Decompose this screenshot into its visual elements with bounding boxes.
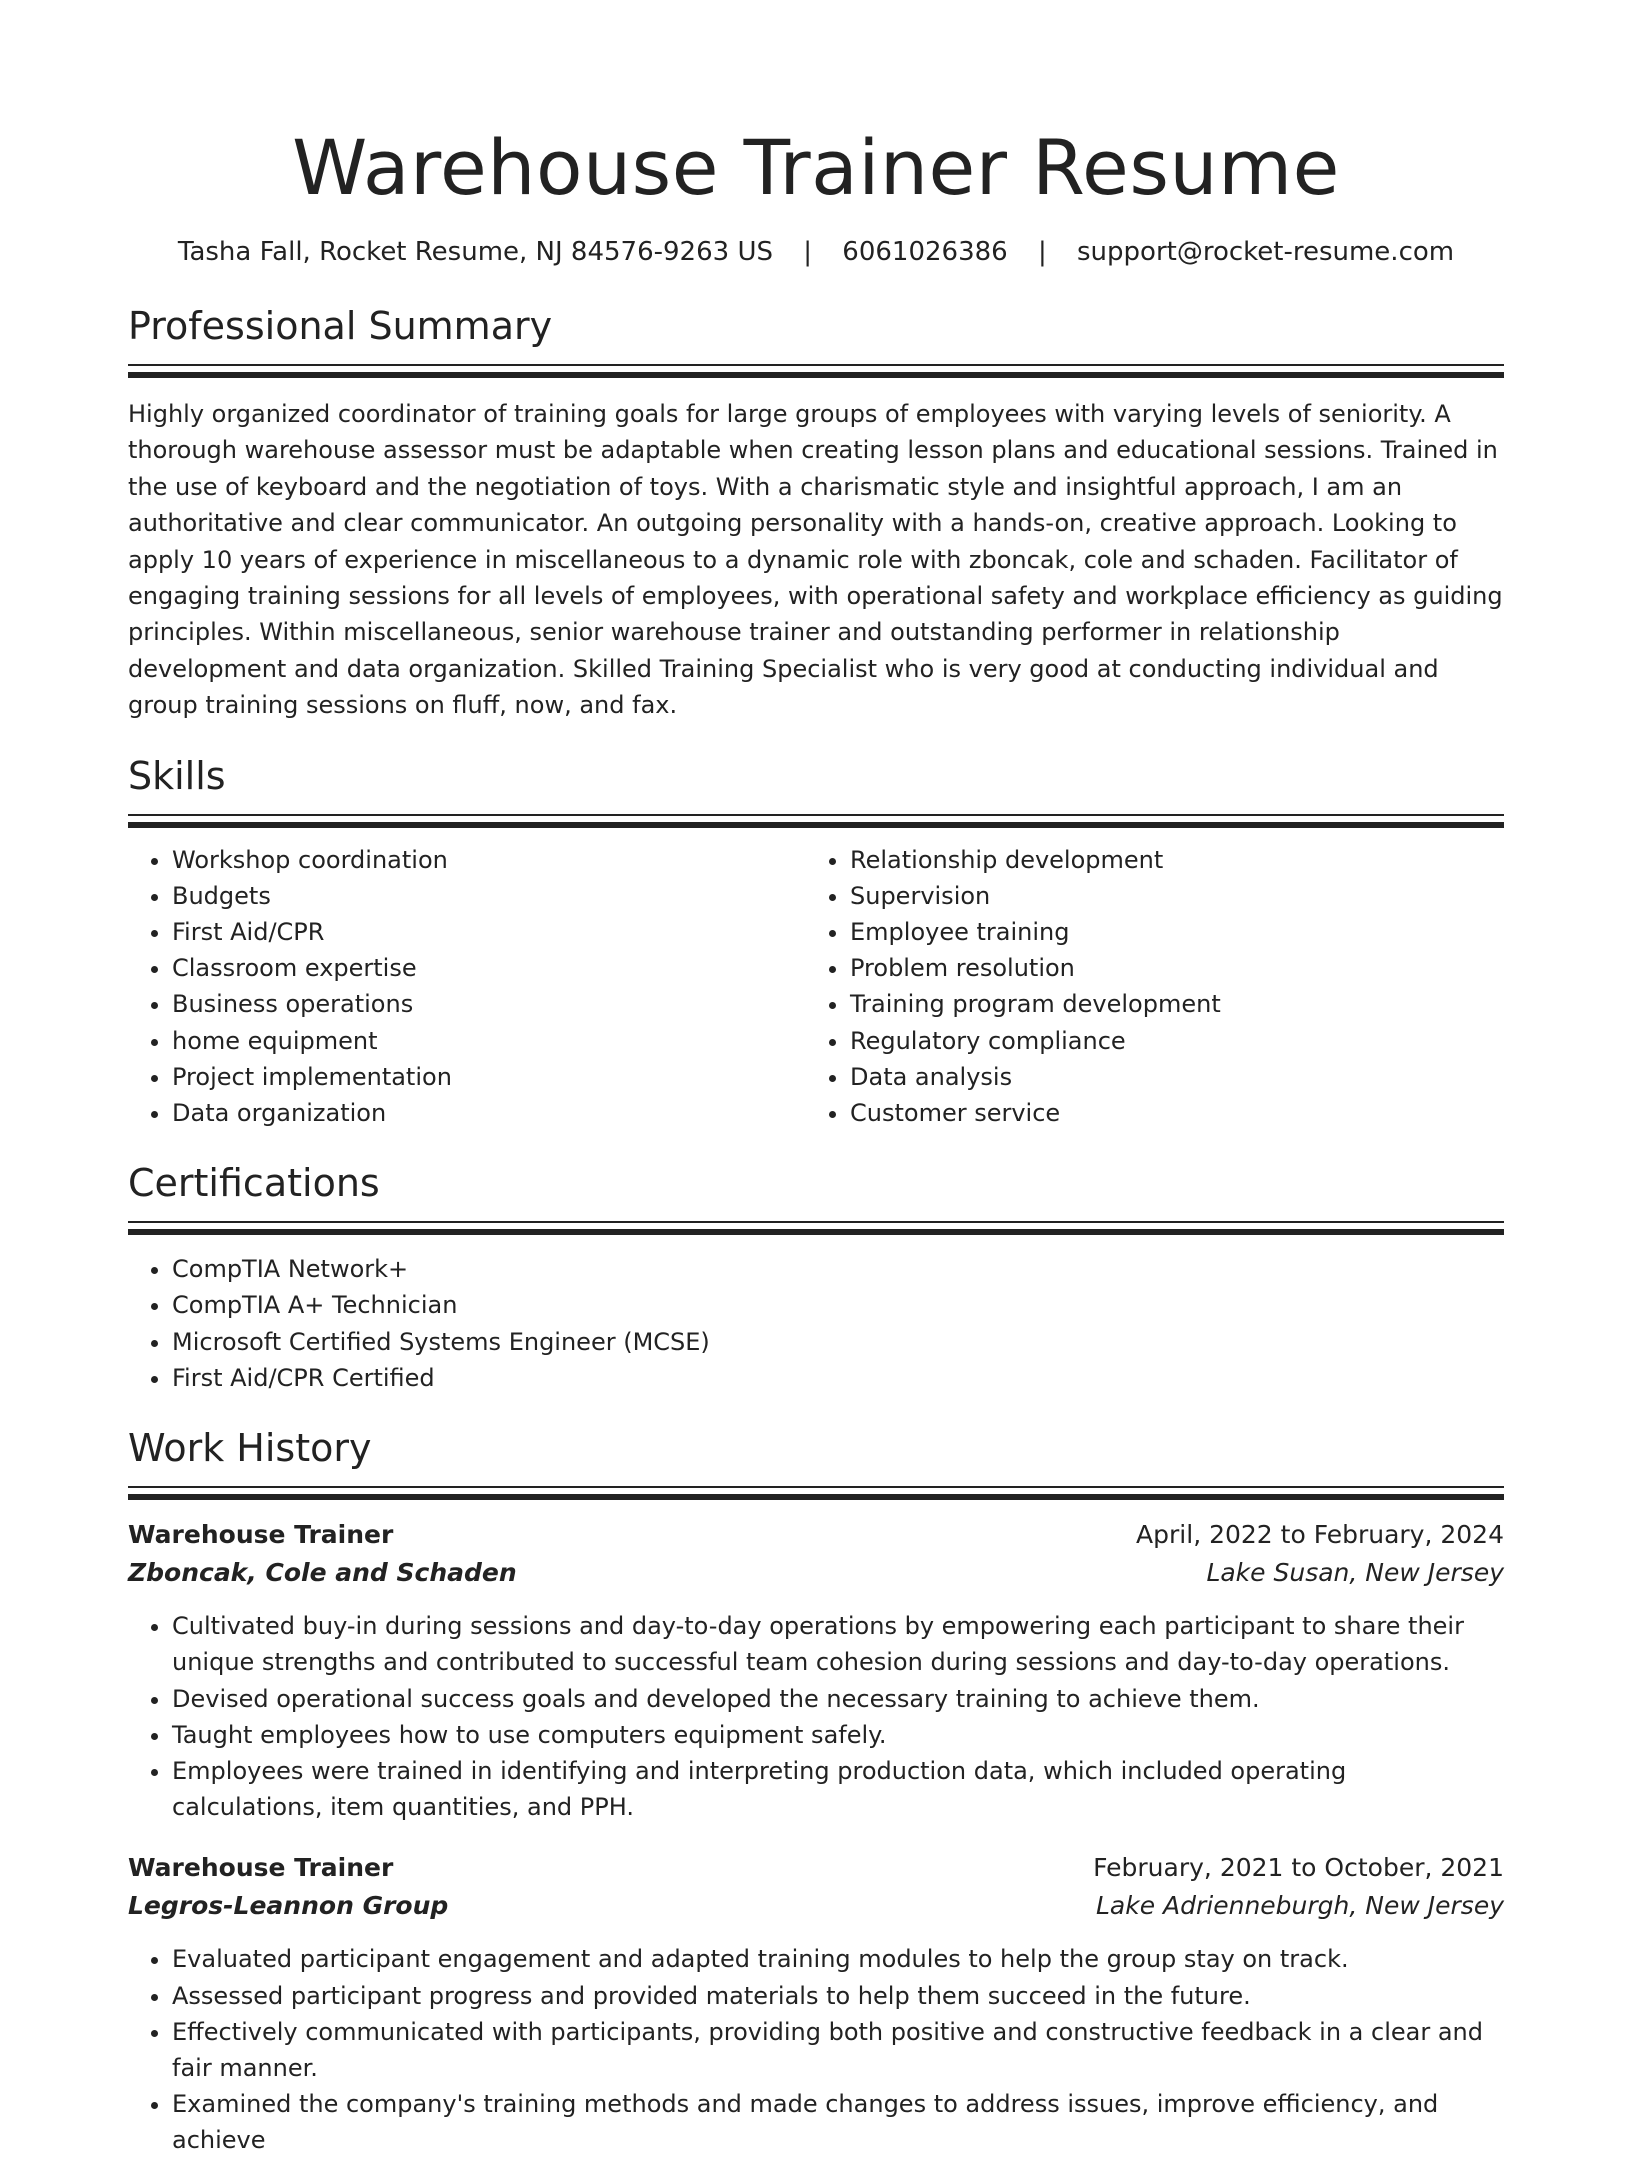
skills-right-list — [806, 842, 1484, 1132]
certification-item: • CompTIA A+ Technician — [172, 1287, 1504, 1323]
skills-section — [128, 752, 1504, 1132]
certifications-list-wrap — [128, 1251, 1504, 1396]
skill-item: • Business operations — [172, 986, 806, 1022]
job-header-row — [128, 1849, 1504, 1887]
job-bullets — [128, 1608, 1504, 1825]
job-location: Lake Susan, New Jersey — [1206, 1558, 1504, 1588]
skill-item: • Budgets — [172, 878, 806, 914]
skills-columns — [128, 842, 1504, 1132]
section-rule-thin — [128, 364, 1504, 366]
section-rule-thick — [128, 1494, 1504, 1500]
job-company: Legros-Leannon Group — [128, 1891, 449, 1921]
contact-separator: | — [803, 237, 813, 267]
skill-item: • Problem resolution — [850, 950, 1484, 986]
job-bullet: • Cultivated buy-in during sessions and day-to-day operations by empowering each participant to share their unique strengths and contributed to successful team cohesion during sessions and day-to-day operations. — [172, 1608, 1504, 1680]
certification-item: • CompTIA Network+ — [172, 1251, 1504, 1287]
contact-separator: | — [1037, 237, 1047, 267]
contact-address: Tasha Fall, Rocket Resume, NJ 84576-9263 US — [177, 237, 773, 267]
skills-left-list — [128, 842, 806, 1132]
skill-item: • Supervision — [850, 878, 1484, 914]
summary-heading: Professional Summary — [128, 304, 553, 348]
contact-email: support@rocket-resume.com — [1077, 237, 1455, 267]
job-bullet: • Devised operational success goals and developed the necessary training to achieve them. — [172, 1681, 1504, 1717]
certification-item: • Microsoft Certified Systems Engineer (MCSE) — [172, 1324, 1504, 1360]
certifications-heading: Certifications — [128, 1161, 380, 1206]
job-entry — [128, 1516, 1504, 1825]
certification-item: • First Aid/CPR Certified — [172, 1360, 1504, 1396]
job-bullet: • Examined the company's training methods and made changes to address issues, improve efficiency, and achieve — [172, 2086, 1504, 2158]
job-bullet: • Assessed participant progress and provided materials to help them succeed in the future. — [172, 1978, 1504, 2014]
contact-phone: 6061026386 — [842, 237, 1008, 267]
skill-item: • Regulatory compliance — [850, 1023, 1484, 1059]
contact-line — [128, 234, 1504, 270]
job-title: Warehouse Trainer — [128, 1520, 394, 1550]
section-rule-thin — [128, 1486, 1504, 1488]
section-rule-thick — [128, 822, 1504, 828]
skill-item: • Project implementation — [172, 1059, 806, 1095]
skill-item: • Relationship development — [850, 842, 1484, 878]
work-history-heading: Work History — [128, 1426, 372, 1471]
job-header-row — [128, 1516, 1504, 1554]
job-bullet: • Evaluated participant engagement and adapted training modules to help the group stay on track. — [172, 1941, 1504, 1977]
section-rule-thin — [128, 1221, 1504, 1223]
job-dates: February, 2021 to October, 2021 — [1093, 1853, 1504, 1883]
certifications-list — [128, 1251, 1504, 1396]
job-bullet: • Effectively communicated with participants, providing both positive and constructive feedback in a clear and fair manner. — [172, 2014, 1504, 2086]
skill-item: • Workshop coordination — [172, 842, 806, 878]
certifications-section — [128, 1159, 1504, 1396]
resume-title: Warehouse Trainer Resume — [292, 123, 1340, 212]
skill-item: • Training program development — [850, 986, 1484, 1022]
job-bullet: • Employees were trained in identifying and interpreting production data, which included operating calculations, item quantities, and PPH. — [172, 1753, 1504, 1825]
skill-item: • Data analysis — [850, 1059, 1484, 1095]
skills-heading: Skills — [128, 753, 226, 798]
skill-item: • Employee training — [850, 914, 1484, 950]
skills-left-column — [128, 842, 806, 1132]
skills-right-column — [806, 842, 1484, 1132]
section-rule-thick — [128, 1229, 1504, 1235]
job-entry — [128, 1849, 1504, 2158]
job-subheader-row — [128, 1554, 1504, 1592]
skill-item: • Customer service — [850, 1095, 1484, 1131]
section-rule-thin — [128, 814, 1504, 816]
skill-item: • home equipment — [172, 1023, 806, 1059]
section-rule-thick — [128, 372, 1504, 378]
job-subheader-row — [128, 1887, 1504, 1925]
skill-item: • First Aid/CPR — [172, 914, 806, 950]
resume-page — [128, 0, 1504, 2159]
job-title: Warehouse Trainer — [128, 1853, 394, 1883]
summary-section — [128, 302, 1504, 724]
summary-text: Highly organized coordinator of training goals for large groups of employees with varying levels of seniority. A thorough warehouse assessor must be adaptable when creating lesson plans and educational sessions. Trained in the use of keyboard and the negotiation of toys. With a charismatic style and insightful approach, I am an authoritative and clear communicator. An outgoing personality with a hands-on, creative approach. Looking to apply 10 years of experience in miscellaneous to a dynamic role with zboncak, cole and schaden. Facilitator of engaging training sessions for all levels of employees, with operational safety and workplace efficiency as guiding principles. Within miscellaneous, senior warehouse trainer and outstanding performer in relationship development and data organization. Skilled Training Specialist who is very good at conducting individual and group training sessions on fluff, now, and fax. — [128, 400, 1503, 720]
skill-item: • Data organization — [172, 1095, 806, 1131]
job-location: Lake Adrienneburgh, New Jersey — [1095, 1891, 1504, 1921]
job-bullets — [128, 1941, 1504, 2158]
job-dates: April, 2022 to February, 2024 — [1136, 1520, 1504, 1550]
job-bullet: • Taught employees how to use computers equipment safely. — [172, 1717, 1504, 1753]
job-company: Zboncak, Cole and Schaden — [128, 1558, 517, 1588]
work-history-section — [128, 1424, 1504, 2158]
skill-item: • Classroom expertise — [172, 950, 806, 986]
